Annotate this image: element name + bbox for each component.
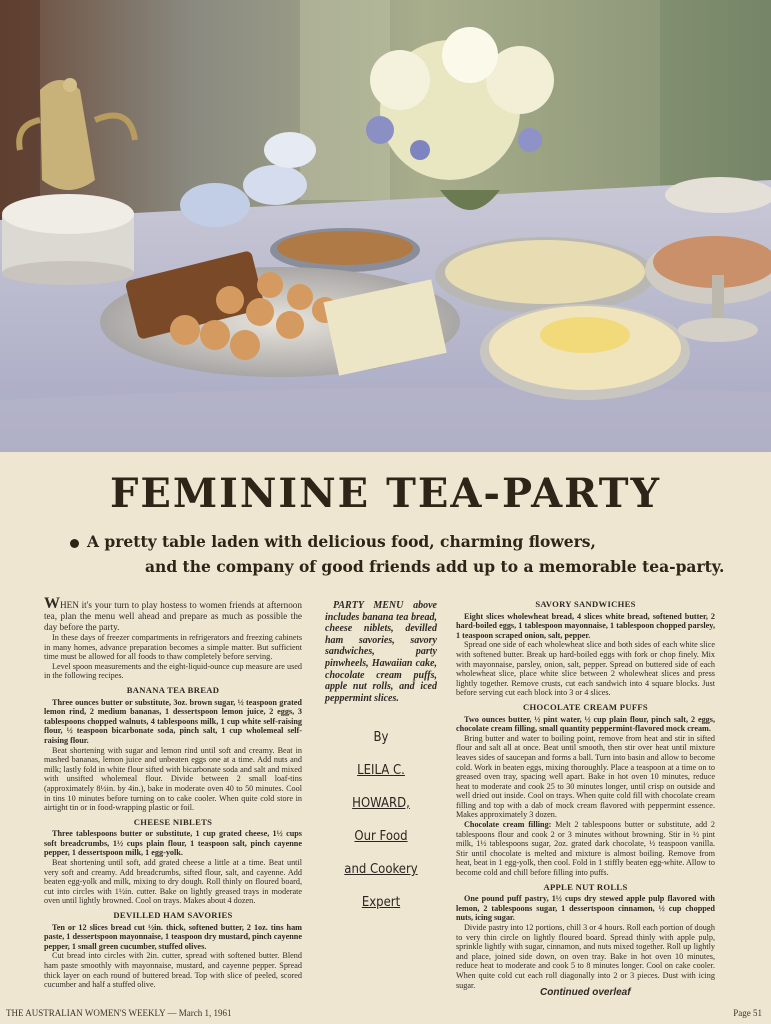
byline-line: By xyxy=(373,730,389,745)
bullet-icon xyxy=(70,539,79,548)
recipe-title: CHEESE NIBLETS xyxy=(133,816,213,827)
column-right xyxy=(456,600,715,990)
recipe-ingredients: Two ounces butter, ½ pint water, ½ cup plain flour, pinch salt, 2 eggs, chocolate cream filling, small quantity peppermint-flavored mock cream. xyxy=(456,714,715,734)
footer-publication: THE AUSTRALIAN WOMEN'S WEEKLY — March 1, 1961 xyxy=(6,1008,232,1018)
party-menu-caption: PARTY MENU above includes banana tea bread, cheese niblets, devilled ham savories, savory sandwiches, party pinwheels, Hawaiian cake, chocolate cream puffs, apple nut rolls, and iced peppermint slices. xyxy=(325,600,437,704)
recipe-filling xyxy=(456,820,715,878)
recipe-method: Divide pastry into 12 portions, chill 3 or 4 hours. Roll each portion of dough to very thin circle on lightly floured board. Spread thinly with apple pulp, sprinkle lightly with sugar, cinnamon, and nuts mixed together. Roll up lightly and place, joined side down, on oven tray. Bake in hot oven 10 minutes, reduce heat to moderate and cook 5 to 8 minutes longer. Cool on cake cooler. When quite cold cut each roll diagonally into 2 or 3 pieces. Dust with icing sugar. xyxy=(456,923,715,990)
recipe-title: BANANA TEA BREAD xyxy=(126,684,220,695)
subheadline-line-2: and the company of good friends add up to a memorable tea-party. xyxy=(145,557,725,576)
recipe-title: SAVORY SANDWICHES xyxy=(535,599,636,609)
intro-lede xyxy=(44,595,302,633)
tea-table-photo xyxy=(0,0,771,452)
page-title: FEMININE TEA-PARTY xyxy=(109,470,662,517)
continued-overleaf: Continued overleaf xyxy=(540,987,631,998)
intro-lede-text: HEN it's your turn to play hostess to women friends at afternoon tea, plan the menu well ahead and prepare as much as possible the day before the party. xyxy=(44,600,302,632)
column-middle xyxy=(325,600,437,704)
byline-line: and Cookery xyxy=(344,862,418,877)
page-number: Page 51 xyxy=(733,1008,762,1018)
recipe-title: DEVILLED HAM SAVORIES xyxy=(113,910,233,921)
recipe-ingredients: Eight slices wholewheat bread, 4 slices white bread, softened butter, 2 hard-boiled eggs, 1 tablespoon mayonnaise, 1 tablespoon chopped parsley, 1 teaspoon scraped onion, salt, pepper. xyxy=(456,611,715,640)
byline-line: LEILA C. xyxy=(357,763,405,778)
recipe-title: APPLE NUT ROLLS xyxy=(543,881,628,892)
subheadline-line-1: A pretty table laden with delicious food, charming flowers, xyxy=(87,532,596,551)
byline-line: Expert xyxy=(361,895,401,910)
recipe-method: Cut bread into circles with 2in. cutter, spread with softened butter. Blend ham paste smoothly with mayonnaise, mustard, and cayenne pepper. Spread thick layer on each round of buttered bread. Top with slice of peeled, scored cucumber and half a stuffed olive. xyxy=(44,951,302,990)
subheadline xyxy=(70,529,730,579)
byline xyxy=(325,730,437,928)
recipe-method: Beat shortening with sugar and lemon rind until soft and creamy. Beat in mashed bananas, lemon juice and unbeaten eggs one at a time. Add nuts and milk; lastly fold in white flour sifted with bicarbonate soda and salt and mixed with unsifted wholemeal flour. Divide between 2 small loaf-tins (approximately 8½in. by 4in.), bake in moderate oven 40 to 50 minutes. Cool in tins 10 minutes before turning on to cake cooler. When quite cold store in airtight tin or in food-wrapping plastic or foil. xyxy=(44,745,302,813)
recipe-method: Bring butter and water to boiling point, remove from heat and stir in sifted flour and salt all at once. Beat until smooth, then stir over heat until mixture leaves sides of saucepan and forms a ball. Turn into basin and allow to become cold. Work in beaten eggs, mixing thoroughly. Place a teaspoon at a time on to greased oven tray, spacing well apart. Bake in hot oven 10 minutes, reduce heat to moderate and cook 25 to 30 minutes longer, until crisp on outside and well dried out inside. Cool on trays. When quite cold fill with chocolate cream filling and top with a dab of mock cream flavored with peppermint essence. Makes approximately 3 dozen. xyxy=(456,733,715,820)
recipe-method: Beat shortening until soft, add grated cheese a little at a time. Beat until very soft and creamy. Add breadcrumbs, sifted flour, salt, and cayenne. Add beaten egg-yolk and milk, mixing to dry dough. Roll thinly on floured board, cut into circles with 1½in. cutter. Bake on lightly greased trays in moderate oven until lightly browned. Cool on trays. Makes about 4 dozen. xyxy=(44,858,302,906)
recipe-ingredients: Three tablespoons butter or substitute, 1 cup grated cheese, 1½ cups soft breadcrumbs, 1½ cups plain flour, 1 teaspoon salt, pinch cayenne pepper, 1 dessertspoon milk, 1 egg-yolk. xyxy=(44,829,302,858)
recipe-ingredients: One pound puff pastry, 1½ cups dry stewed apple pulp flavored with lemon, 2 tablespoons sugar, 1 dessertspoon cinnamon, ½ cup chopped nuts, icing sugar. xyxy=(456,894,715,923)
filling-text: Melt 2 tablespoons butter or substitute, add 2 tablespoons flour and cook 2 or 3 minutes without browning. Stir in ½ pint milk, 1½ tablespoons sugar, 2oz. grated dark chocolate, ½ teaspoon vanilla. Stir until chocolate is melted and mixture is almost boiling. Remove from heat, beat in 1 egg-yolk, then cool. Fold in 1 stiffly beaten egg-white. Allow to become cold and chill before filling into puffs. xyxy=(456,820,716,878)
column-left xyxy=(44,595,302,990)
recipe-ingredients: Ten or 12 slices bread cut ½in. thick, softened butter, 2 1oz. tins ham paste, 1 dessertspoon mayonnaise, 1 teaspoon dry mustard, pinch cayenne pepper, 1 small green cucumber, stuffed olives. xyxy=(44,922,302,951)
drop-cap: W xyxy=(44,595,60,612)
byline-line: HOWARD, xyxy=(352,796,410,811)
filling-label: Chocolate cream filling: xyxy=(464,820,552,830)
intro-paragraph: In these days of freezer compartments in refrigerators and freezing cabinets in many homes, advance preparation becomes a simple matter. But sufficient time must be allowed for all foods to thaw completely before serving. xyxy=(44,633,302,662)
byline-line: Our Food xyxy=(354,829,408,844)
recipe-ingredients: Three ounces butter or substitute, 3oz. brown sugar, ½ teaspoon grated lemon rind, 2 medium bananas, 1 dessertspoon lemon juice, 2 eggs, 3 tablespoons chopped walnuts, 4 tablespoons milk, 1 cup white self-raising flour, ½ teaspoon bicarbonate soda, pinch salt, 1 cup wholemeal self-raising flour. xyxy=(44,697,302,745)
recipe-method: Spread one side of each wholewheat slice and both sides of each white slice with softened butter. Break up hard-boiled eggs with fork or chop finely. Mix with mayonnaise, parsley, onion, salt, pepper. Spread on buttered side of each wholewheat slice, place white slice between 2 wholewheat slices and press lightly together. Remove crusts, cut each sandwich into 4 square blocks. Just before serving cut each block into 3 or 4 slices. xyxy=(456,640,715,698)
intro-paragraph: Level spoon measurements and the eight-liquid-ounce cup measure are used in the following recipes. xyxy=(44,661,302,681)
recipe-title: CHOCOLATE CREAM PUFFS xyxy=(522,701,649,712)
tea-table-illustration xyxy=(0,0,771,452)
